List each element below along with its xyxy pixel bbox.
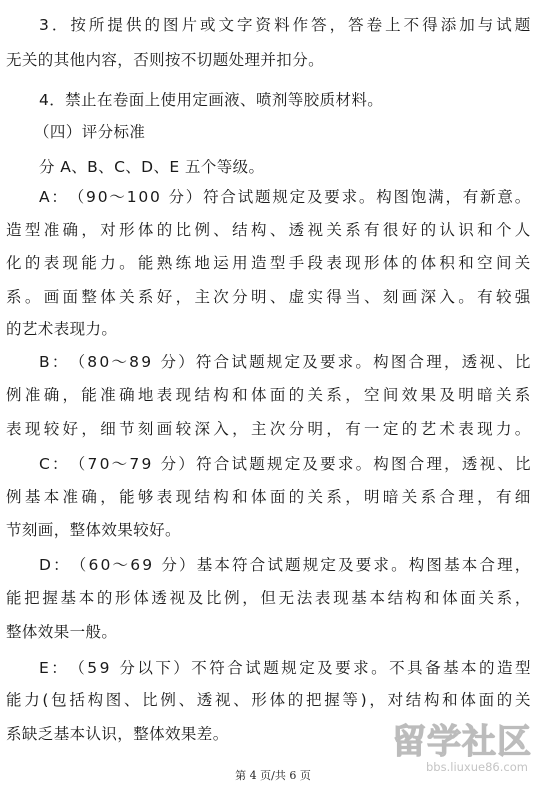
- document-line: 分 A、B、C、D、E 五个等级。: [39, 158, 265, 176]
- document-line: C ： （ 7 0 ～ 7 9 分 ） 符 合 试 题 规 定 及 要 求 。 构 图 合 理 ， 透 视 、 比: [39, 455, 531, 473]
- watermark-url: bbs.liuxue86.com: [426, 760, 528, 774]
- document-line: 造 型 准 确 ， 对 形 体 的 比 例 、 结 构 、 透 视 关 系 有 很 好 的 认 识 和 个 人: [6, 221, 531, 239]
- document-line: D ： （ 6 0 ～ 6 9 分 ） 基 本 符 合 试 题 规 定 及 要 求 。 构 图 基 本 合 理 ，: [39, 556, 531, 574]
- page-footer: 第 4 页/共 6 页: [235, 769, 311, 782]
- document-line: 无关的其他内容，否则按不切题处理并扣分。: [6, 51, 325, 69]
- document-line: 4．禁止在卷面上使用定画液、喷剂等胶质材料。: [39, 91, 384, 109]
- document-line: 表 现 较 好 ， 细 节 刻 画 较 深 入 ， 主 次 分 明 ， 有 一 定 的 艺 术 表 现 力 。: [6, 420, 531, 438]
- document-line: 节刻画，整体效果较好。: [6, 521, 181, 539]
- document-line: 3 ． 按 所 提 供 的 图 片 或 文 字 资 料 作 答 ， 答 卷 上 不 得 添 加 与 试 题: [39, 16, 531, 34]
- document-line: 系缺乏基本认识，整体效果差。: [6, 725, 229, 743]
- document-line: B ： （ 8 0 ～ 8 9 分 ） 符 合 试 题 规 定 及 要 求 。 构 图 合 理 ， 透 视 、 比: [39, 353, 531, 371]
- site-watermark: [386, 712, 536, 788]
- document-line: 例 准 确 ， 能 准 确 地 表 现 结 构 和 体 面 的 关 系 ， 空 间 效 果 及 明 暗 关 系: [6, 386, 531, 404]
- document-line: 能 把 握 基 本 的 形 体 透 视 及 比 例 ， 但 无 法 表 现 基 本 结 构 和 体 面 关 系 ，: [6, 589, 531, 607]
- watermark-logo-text: 留学社区: [392, 722, 532, 762]
- document-line: 的艺术表现力。: [6, 320, 118, 338]
- document-line: 例 基 本 准 确 ， 能 够 表 现 结 构 和 体 面 的 关 系 ， 明 暗 关 系 合 理 ， 有 细: [6, 488, 531, 506]
- document-line: 整体效果一般。: [6, 623, 118, 641]
- document-line: 能 力 ( 包 括 构 图 、 比 例 、 透 视 、 形 体 的 把 握 等 ) ， 对 结 构 和 体 面 的 关: [6, 691, 531, 709]
- document-line: 化 的 表 现 能 力 。 能 熟 练 地 运 用 造 型 手 段 表 现 形 体 的 体 积 和 空 间 关: [6, 254, 531, 272]
- document-line: A ： （ 9 0 ～ 1 0 0 分 ） 符 合 试 题 规 定 及 要 求 。 构 图 饱 满 ， 有 新 意 。: [39, 188, 531, 206]
- document-line: （四）评分标准: [34, 123, 146, 141]
- document-line: 系 。 画 面 整 体 关 系 好 ， 主 次 分 明 、 虚 实 得 当 、 刻 画 深 入 。 有 较 强: [6, 288, 531, 306]
- document-line: E ： （ 5 9 分 以 下 ） 不 符 合 试 题 规 定 及 要 求 。 不 具 备 基 本 的 造 型: [39, 659, 531, 677]
